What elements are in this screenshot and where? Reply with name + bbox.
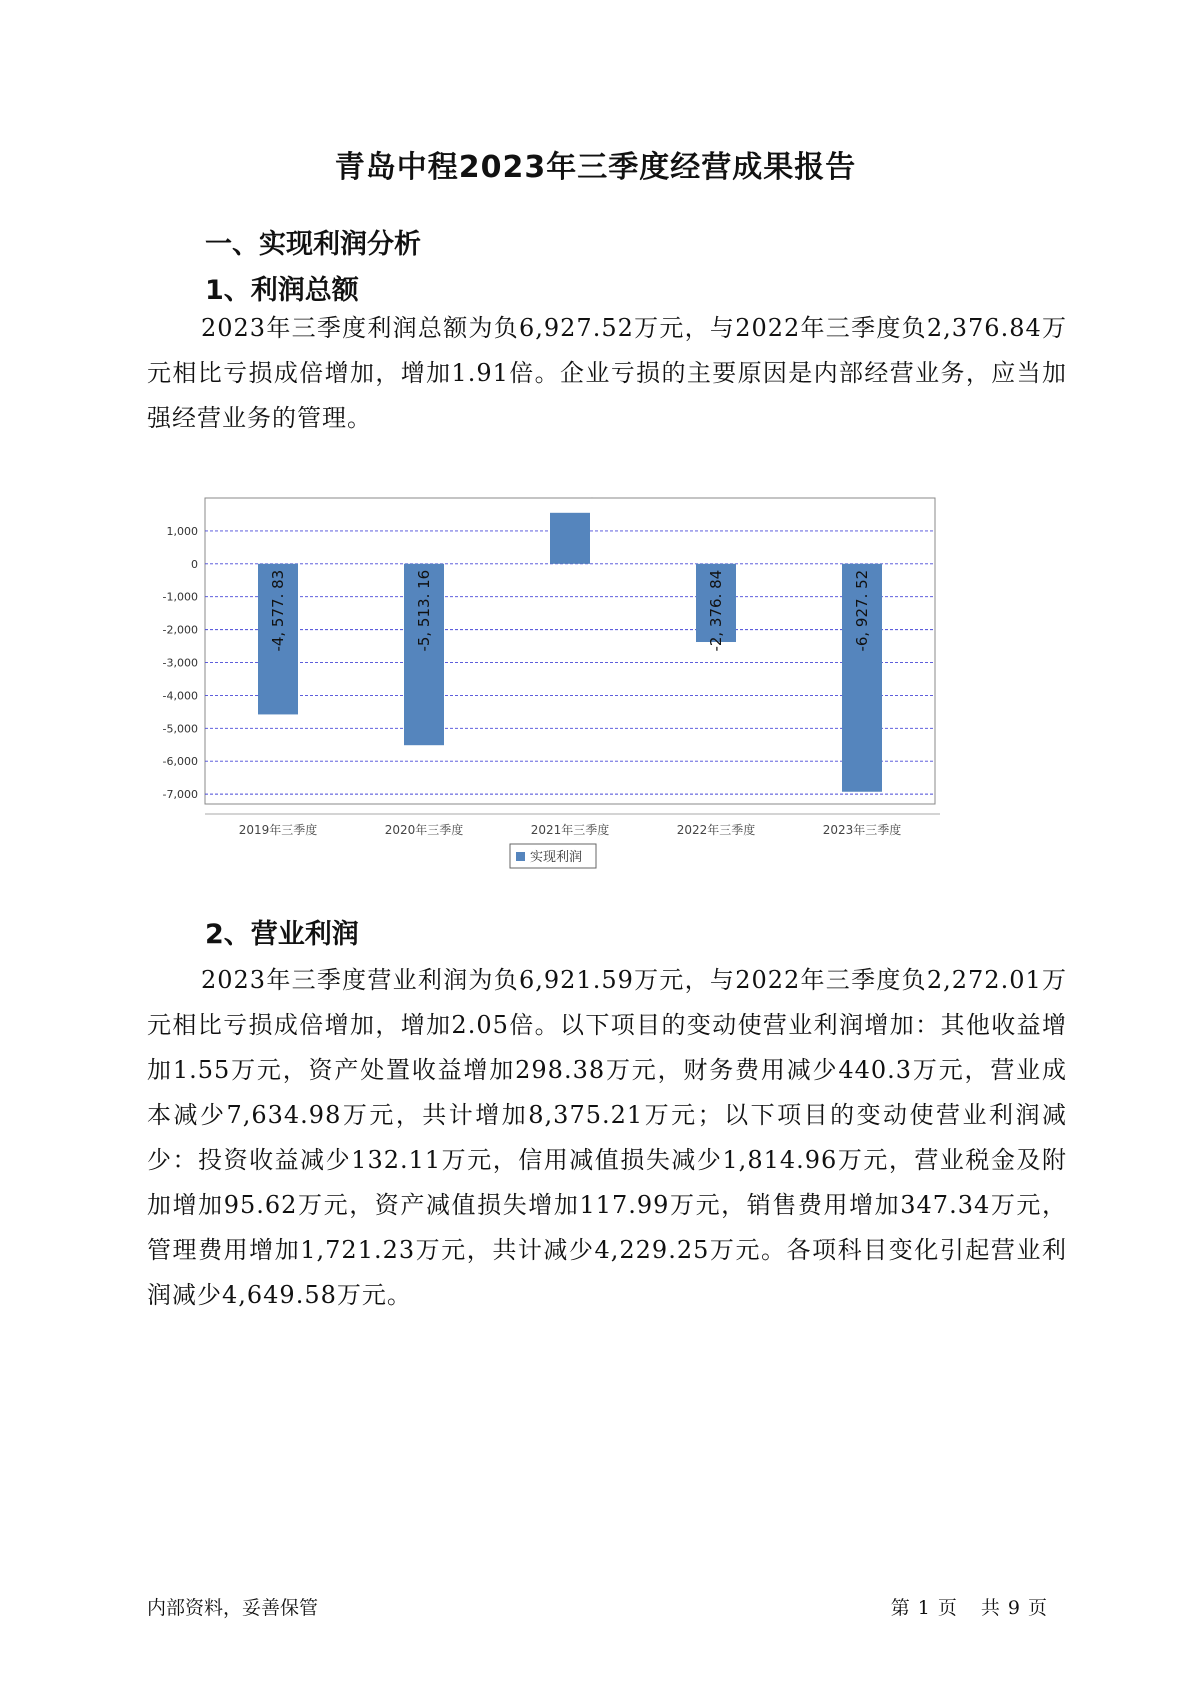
subheading-total-profit: 1、利润总额 bbox=[205, 275, 359, 306]
chart-legend bbox=[510, 844, 596, 868]
subheading-operating-profit: 2、营业利润 bbox=[205, 919, 359, 950]
y-tick-label: -3,000 bbox=[162, 656, 198, 670]
document-title: 青岛中程2023年三季度经营成果报告 bbox=[334, 150, 857, 185]
chart-x-axis bbox=[205, 814, 940, 837]
y-tick-label: 0 bbox=[191, 557, 198, 571]
x-tick-label: 2019年三季度 bbox=[238, 823, 318, 837]
paragraph-total-profit: 2023年三季度利润总额为负6,927.52万元，与2022年三季度负2,376.84万元相比亏损成倍增加，增加1.91倍。企业亏损的主要原因是内部经营业务，应当加强经营业务的管理。 bbox=[147, 314, 1067, 432]
paragraph-operating-profit: 2023年三季度营业利润为负6,921.59万元，与2022年三季度负2,272.01万元相比亏损成倍增加，增加2.05倍。以下项目的变动使营业利润增加：其他收益增加1.55万元，资产处置收益增加298.38万元，财务费用减少440.3万元，营业成本减少7,634.98万元，共计增加8,375.21万元；以下项目的变动使营业利润减少：投资收益减少132.11万元，信用减值损失减少1,814.96万元，营业税金及附加增加95.62万元，资产减值损失增加117.99万元，销售费用增加347.34万元，管理费用增加1,721.23万元，共计减少4,229.25万元。各项科目变化引起营业利润减少4,649.58万元。 bbox=[147, 966, 1067, 1309]
y-tick-label: -5,000 bbox=[162, 722, 198, 736]
footer-confidential-note: 内部资料，妥善保管 bbox=[147, 1597, 319, 1619]
legend-label: 实现利润 bbox=[530, 850, 583, 865]
bar-data-label: -2, 376. 84 bbox=[707, 569, 725, 652]
y-tick-label: -7,000 bbox=[162, 788, 198, 802]
footer-page-info bbox=[887, 1593, 1051, 1620]
bar bbox=[550, 513, 590, 564]
chart-y-axis bbox=[163, 525, 198, 801]
footer-page-prefix: 第 bbox=[890, 1597, 910, 1619]
footer-page-unit: 页 bbox=[937, 1597, 957, 1619]
y-tick-label: -2,000 bbox=[162, 623, 198, 637]
bar-data-label: -4, 577. 83 bbox=[269, 569, 287, 652]
x-tick-label: 2023年三季度 bbox=[822, 823, 902, 837]
y-tick-label: -1,000 bbox=[162, 590, 198, 604]
footer-total-prefix: 共 bbox=[980, 1597, 1000, 1619]
x-tick-label: 2020年三季度 bbox=[384, 823, 464, 837]
y-tick-label: 1,000 bbox=[166, 524, 198, 538]
bar-data-label: -6, 927. 52 bbox=[853, 569, 871, 652]
x-tick-label: 2022年三季度 bbox=[676, 823, 756, 837]
footer-total-unit: 页 bbox=[1027, 1597, 1047, 1619]
section-heading-profit-analysis: 一、实现利润分析 bbox=[205, 229, 421, 260]
profit-bar-chart bbox=[150, 490, 1030, 940]
footer-page-number: 1 bbox=[917, 1597, 930, 1619]
footer-total-pages: 9 bbox=[1007, 1597, 1020, 1619]
y-tick-label: -4,000 bbox=[162, 689, 198, 703]
legend-swatch bbox=[516, 852, 525, 861]
x-tick-label: 2021年三季度 bbox=[530, 823, 610, 837]
y-tick-label: -6,000 bbox=[162, 755, 198, 769]
bar-data-label: -5, 513. 16 bbox=[415, 569, 433, 652]
